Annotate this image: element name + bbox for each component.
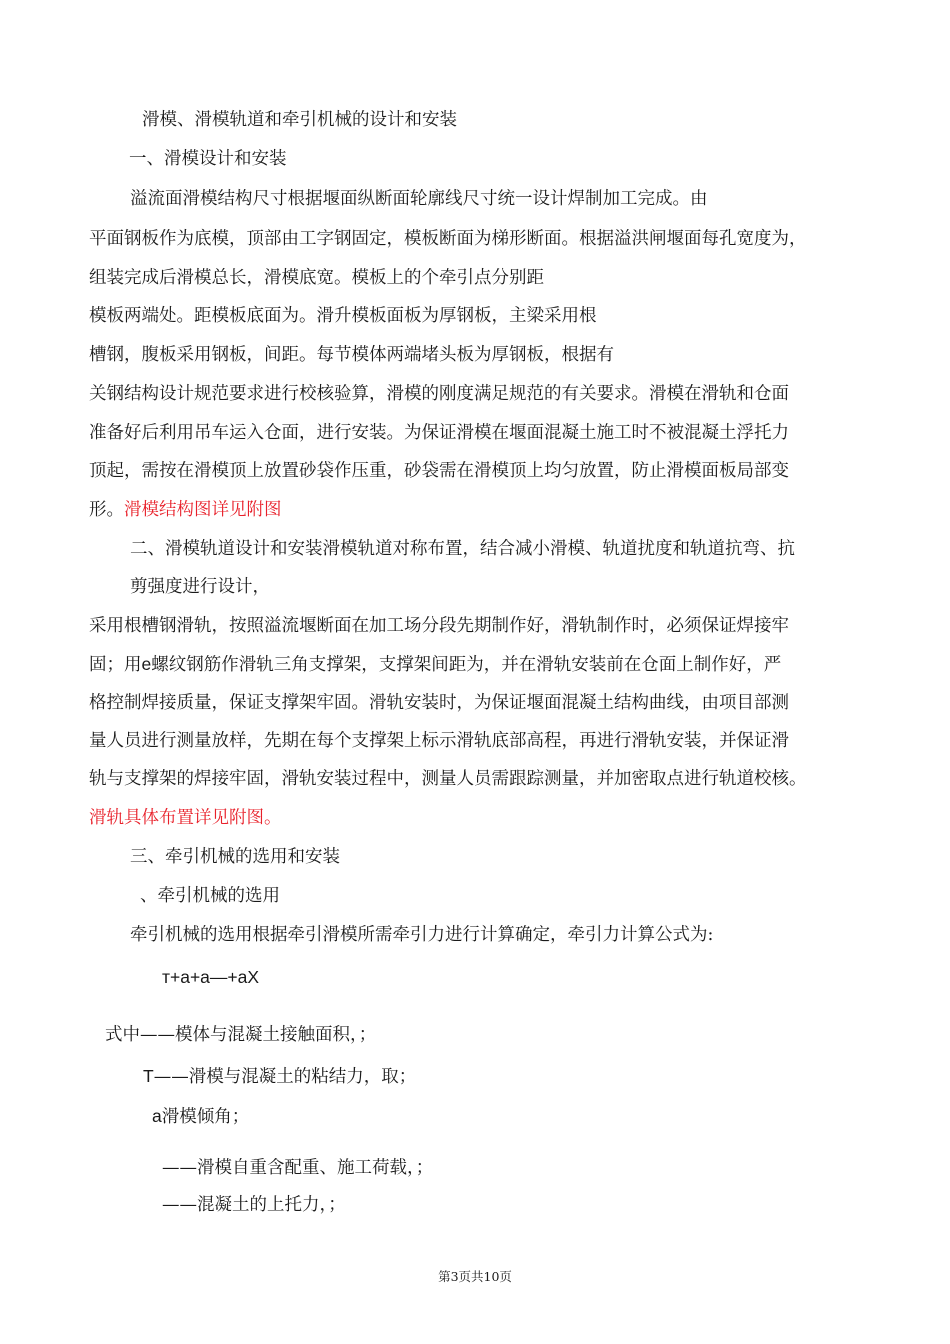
paragraph-line: 关钢结构设计规范要求进行校核验算，滑模的刚度满足规范的有关要求。滑模在滑轨和仓面 (89, 384, 789, 404)
formula: т+a+a—+aX (162, 967, 260, 987)
section-heading-2: 二、滑模轨道设计和安装滑模轨道对称布置，结合减小滑模、轨道扰度和轨道抗弯、抗 (130, 539, 795, 559)
paragraph-line: 顶起，需按在滑模顶上放置砂袋作压重，砂袋需在滑模顶上均匀放置，防止滑模面板局部变 (89, 461, 789, 481)
definition-line (143, 1064, 416, 1089)
subsection-heading: 、牵引机械的选用 (140, 886, 280, 906)
document-title: 滑模、滑模轨道和牵引机械的设计和安装 (142, 110, 457, 130)
paragraph-line: 轨与支撑架的焊接牢固，滑轨安装过程中，测量人员需跟踪测量，并加密取点进行轨道校核。 (89, 769, 807, 789)
figure-reference: 滑轨具体布置详见附图。 (89, 808, 282, 828)
paragraph-line: 剪强度进行设计， (130, 577, 270, 597)
paragraph-text: 形。 (89, 500, 124, 520)
paragraph-line: 组装完成后滑模总长，滑模底宽。模板上的个牵引点分别距 (89, 268, 544, 288)
paragraph-text: 固；用 (89, 655, 142, 675)
symbol: T (143, 1066, 154, 1086)
paragraph-line (89, 498, 282, 522)
definition-text: ——滑模与混凝土的粘结力，取； (153, 1067, 417, 1087)
paragraph-line: 槽钢，腹板采用钢板，间距。每节模体两端堵头板为厚钢板，根据有 (89, 345, 614, 365)
paragraph-line: 模板两端处。距模板底面为。滑升模板面板为厚钢板，主梁采用根 (89, 306, 597, 326)
paragraph-line: 采用根槽钢滑轨，按照溢流堰断面在加工场分段先期制作好，滑轨制作时，必须保证焊接牢 (89, 616, 789, 636)
rebar-symbol: e (141, 654, 152, 674)
definition-line: ——滑模自重含配重、施工荷载，； (162, 1158, 434, 1178)
page-footer: 第3页共10页 (438, 1269, 512, 1284)
definition-line: 式中——模体与混凝土接触面积，； (105, 1025, 377, 1045)
section-heading-1: 一、滑模设计和安装 (129, 149, 287, 169)
paragraph-line (89, 652, 781, 677)
paragraph-line: 牵引机械的选用根据牵引滑模所需牵引力进行计算确定，牵引力计算公式为: (130, 925, 714, 945)
paragraph-line: 平面钢板作为底模，顶部由工字钢固定，模板断面为梯形断面。根据溢洪闸堰面每孔宽度为， (89, 229, 807, 249)
symbol: a (152, 1106, 162, 1126)
paragraph-line: 准备好后利用吊车运入仓面，进行安装。为保证滑模在堰面混凝土施工时不被混凝土浮托力 (89, 423, 789, 443)
definition-line: ——混凝土的上托力，； (162, 1195, 346, 1215)
definition-line (152, 1104, 249, 1129)
definition-text: 滑模倾角； (161, 1107, 250, 1127)
paragraph-line: 溢流面滑模结构尺寸根据堰面纵断面轮廓线尺寸统一设计焊制加工完成。由 (130, 189, 708, 209)
figure-reference: 滑模结构图详见附图 (124, 500, 282, 520)
paragraph-line: 量人员进行测量放样，先期在每个支撑架上标示滑轨底部高程，再进行滑轨安装，并保证滑 (89, 731, 789, 751)
paragraph-text: 螺纹钢筋作滑轨三角支撑架，支撑架间距为，并在滑轨安装前在仓面上制作好，严 (151, 655, 782, 675)
section-heading-3: 三、牵引机械的选用和安装 (130, 847, 340, 867)
paragraph-line: 格控制焊接质量，保证支撑架牢固。滑轨安装时，为保证堰面混凝土结构曲线，由项目部测 (89, 693, 789, 713)
